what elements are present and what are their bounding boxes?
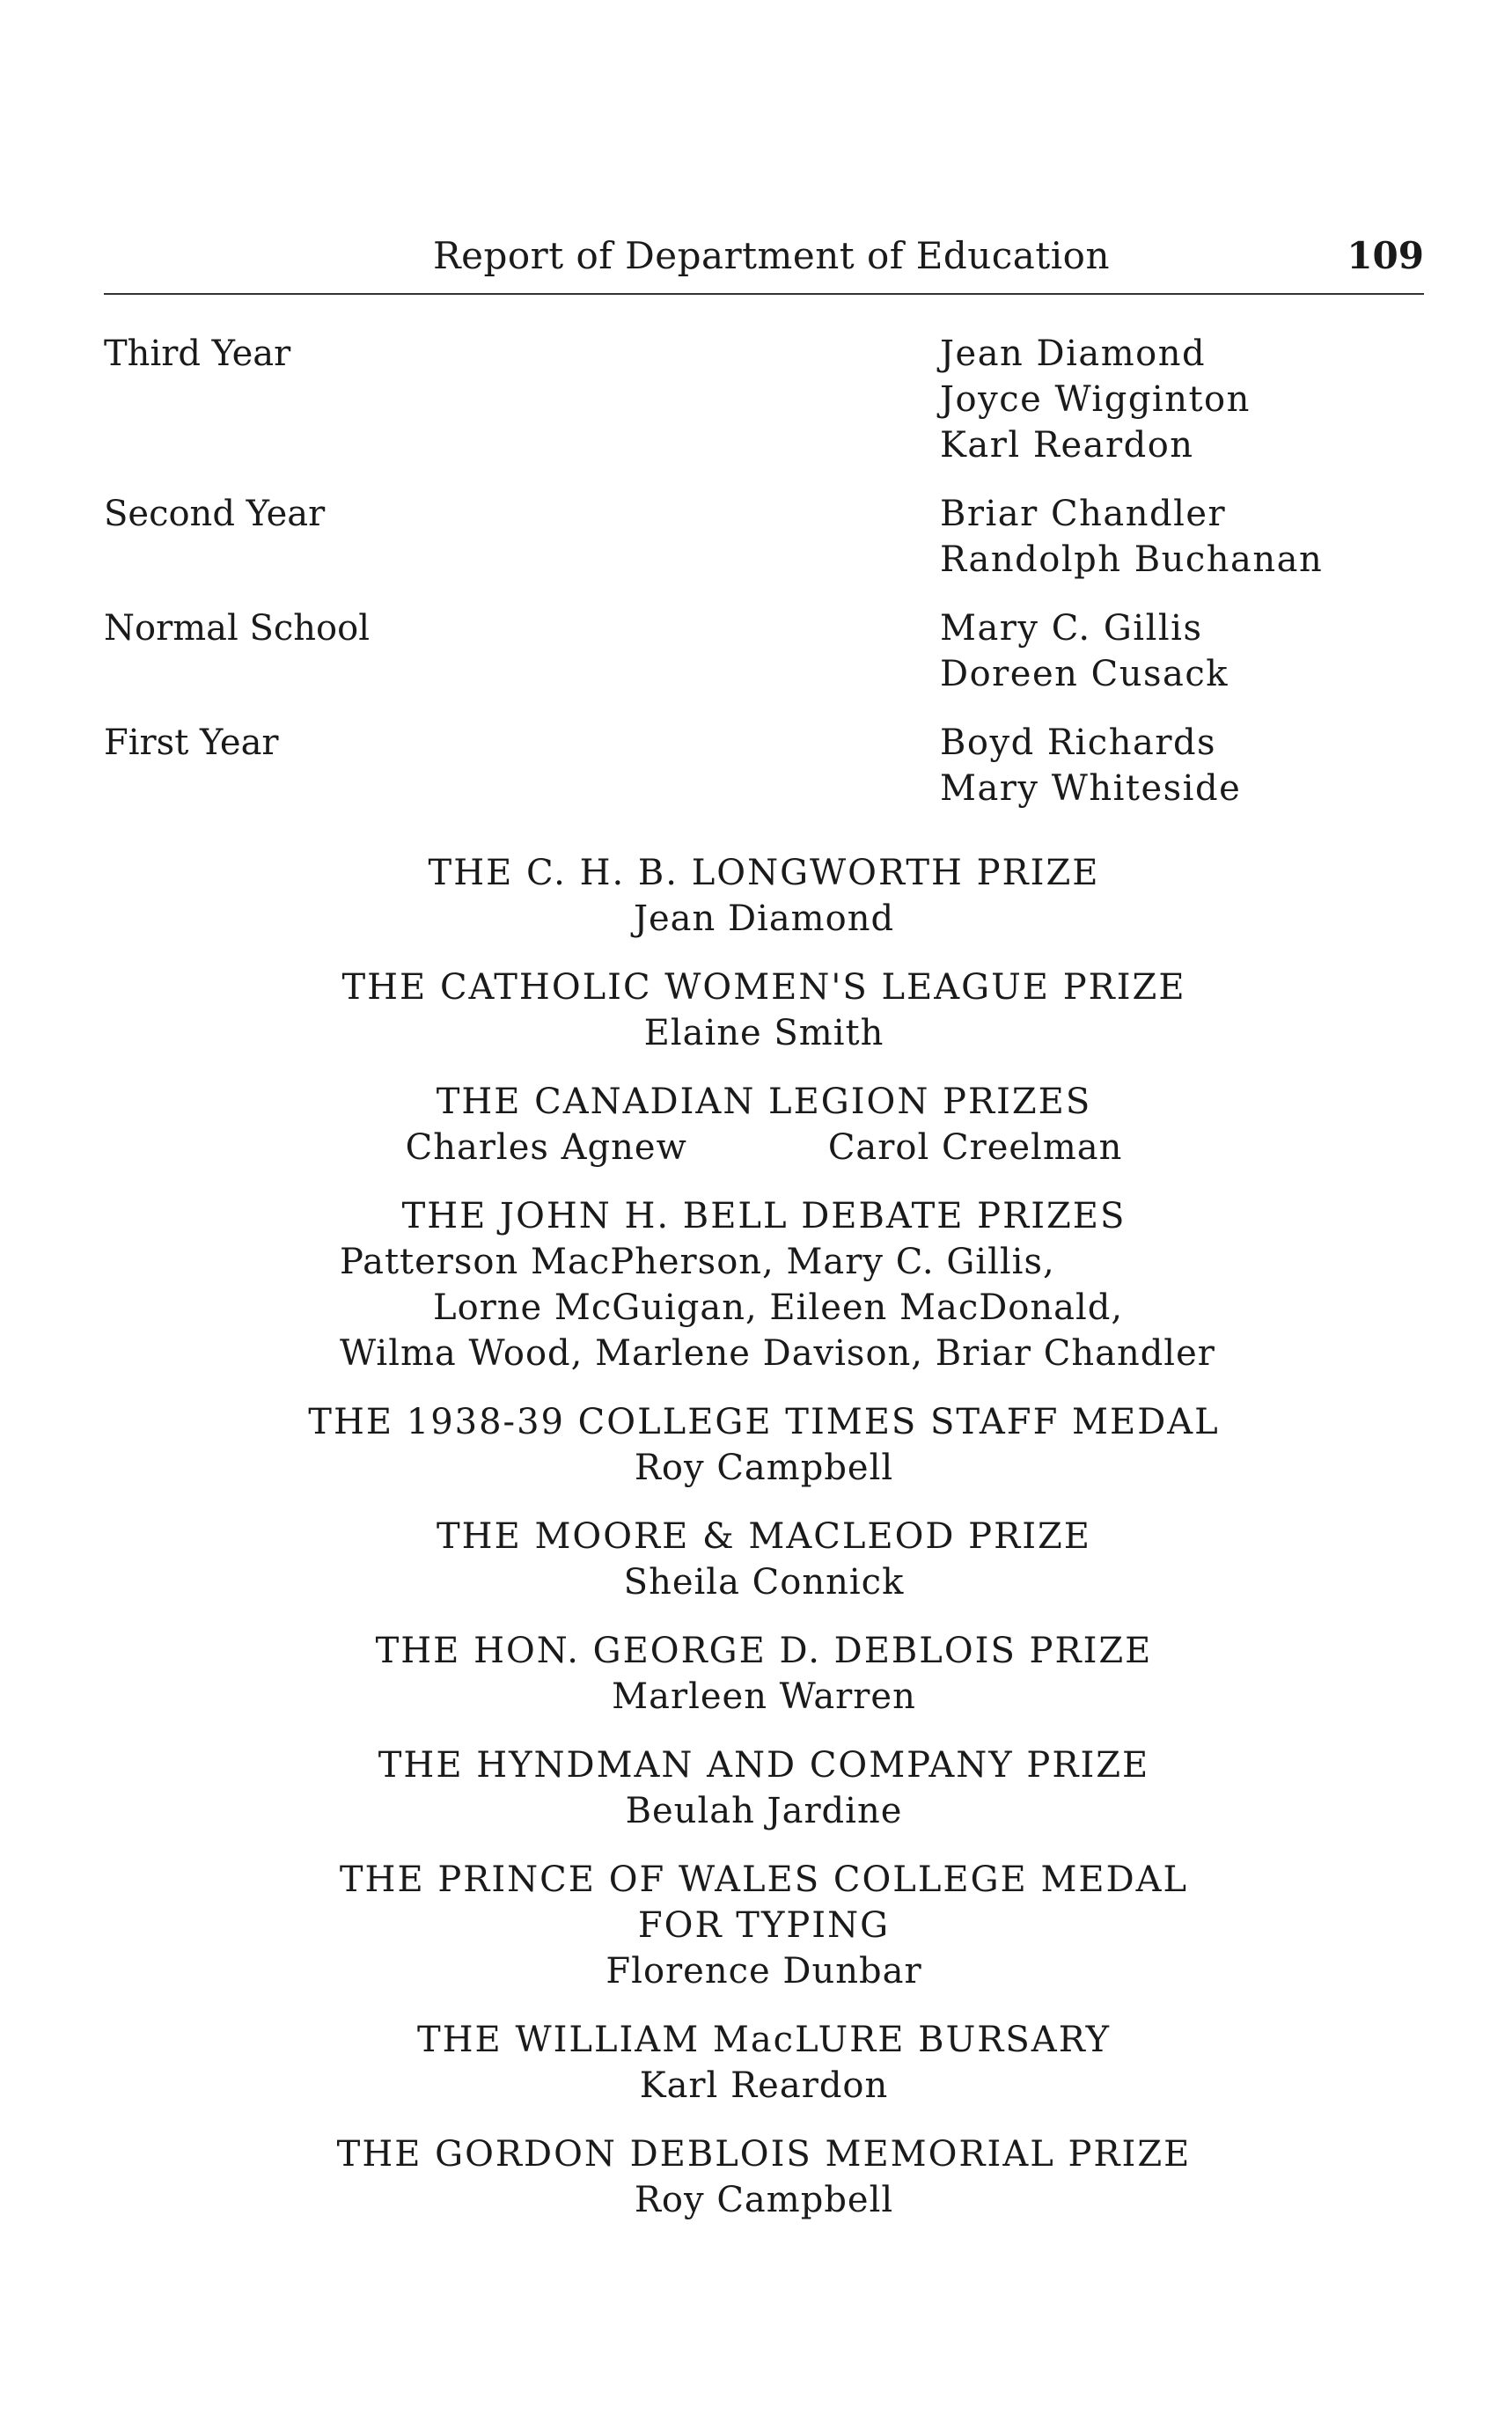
prize-maclure-bursary bbox=[104, 2017, 1424, 2109]
prize-title: THE CATHOLIC WOMEN'S LEAGUE PRIZE bbox=[341, 967, 1186, 1008]
prize-george-d-deblois bbox=[104, 1628, 1424, 1720]
winner-name: Karl Reardon bbox=[940, 425, 1194, 466]
prize-winner: Charles Agnew bbox=[405, 1127, 687, 1168]
class-names bbox=[940, 331, 1251, 468]
prize-moore-macleod bbox=[104, 1514, 1424, 1605]
prize-longworth bbox=[104, 850, 1424, 942]
winner-name: Randolph Buchanan bbox=[940, 539, 1324, 580]
winner-name: Jean Diamond bbox=[940, 334, 1207, 374]
prize-college-times-medal bbox=[104, 1399, 1424, 1491]
class-group-first-year bbox=[104, 720, 1424, 811]
header-rule bbox=[104, 293, 1424, 295]
page-number: 109 bbox=[1347, 234, 1424, 277]
winner-name: Joyce Wigginton bbox=[940, 379, 1251, 420]
winner-name: Boyd Richards bbox=[940, 723, 1217, 763]
prize-winner: Beulah Jardine bbox=[625, 1791, 903, 1831]
winner-name: Mary C. Gillis bbox=[940, 608, 1203, 649]
prize-title: THE JOHN H. BELL DEBATE PRIZES bbox=[401, 1196, 1127, 1236]
prize-winners-line: Patterson MacPherson, Mary C. Gillis, bbox=[340, 1242, 1055, 1282]
winner-name: Doreen Cusack bbox=[940, 654, 1229, 694]
prize-winner: Sheila Connick bbox=[623, 1562, 905, 1603]
prize-typing-medal bbox=[104, 1857, 1424, 1994]
prize-title: THE MOORE & MACLEOD PRIZE bbox=[437, 1516, 1091, 1557]
prize-canadian-legion bbox=[104, 1079, 1424, 1170]
prize-winners bbox=[104, 1125, 1424, 1170]
class-group-second-year bbox=[104, 491, 1424, 583]
running-head: Report of Department of Education bbox=[433, 234, 1110, 277]
prize-winner: Jean Diamond bbox=[633, 899, 895, 939]
winner-name: Mary Whiteside bbox=[940, 768, 1242, 809]
class-label: Second Year bbox=[104, 494, 326, 534]
prize-winner: Roy Campbell bbox=[634, 2180, 894, 2220]
prize-winner: Karl Reardon bbox=[639, 2065, 889, 2106]
prize-title: THE PRINCE OF WALES COLLEGE MEDAL bbox=[339, 1860, 1189, 1900]
class-names bbox=[940, 491, 1323, 583]
class-names bbox=[940, 605, 1229, 697]
class-group-normal-school bbox=[104, 605, 1424, 697]
prize-title: THE WILLIAM MacLURE BURSARY bbox=[416, 2020, 1111, 2060]
prize-winners-line: Lorne McGuigan, Eileen MacDonald, bbox=[433, 1287, 1124, 1328]
page-header bbox=[104, 222, 1424, 292]
class-prizes-list bbox=[104, 331, 1424, 834]
winner-name: Briar Chandler bbox=[940, 494, 1227, 534]
prize-gordon-deblois-memorial bbox=[104, 2131, 1424, 2223]
prize-hyndman bbox=[104, 1742, 1424, 1834]
prize-winner: Carol Creelman bbox=[827, 1127, 1123, 1168]
class-label: First Year bbox=[104, 723, 279, 763]
prize-winner: Florence Dunbar bbox=[606, 1951, 922, 1992]
prize-winner: Elaine Smith bbox=[643, 1013, 884, 1053]
prize-title: THE GORDON DEBLOIS MEMORIAL PRIZE bbox=[336, 2134, 1192, 2175]
prize-title: THE HYNDMAN AND COMPANY PRIZE bbox=[378, 1745, 1150, 1786]
prize-john-h-bell-debate bbox=[104, 1193, 1424, 1376]
class-label: Normal School bbox=[104, 608, 371, 649]
prize-title: THE C. H. B. LONGWORTH PRIZE bbox=[428, 853, 1100, 893]
prize-winner: Marleen Warren bbox=[612, 1676, 916, 1717]
prize-winner: Roy Campbell bbox=[634, 1448, 894, 1488]
class-names bbox=[940, 720, 1241, 811]
class-label: Third Year bbox=[104, 334, 291, 374]
prize-catholic-womens-league bbox=[104, 965, 1424, 1056]
prize-title: THE CANADIAN LEGION PRIZES bbox=[436, 1082, 1092, 1122]
prize-winners-line: Wilma Wood, Marlene Davison, Briar Chandler bbox=[340, 1333, 1215, 1374]
prize-title: THE HON. GEORGE D. DEBLOIS PRIZE bbox=[375, 1631, 1153, 1671]
prize-title: THE 1938-39 COLLEGE TIMES STAFF MEDAL bbox=[308, 1402, 1220, 1442]
prize-title-continued: FOR TYPING bbox=[637, 1905, 891, 1946]
named-prizes bbox=[104, 850, 1424, 2246]
class-group-third-year bbox=[104, 331, 1424, 468]
